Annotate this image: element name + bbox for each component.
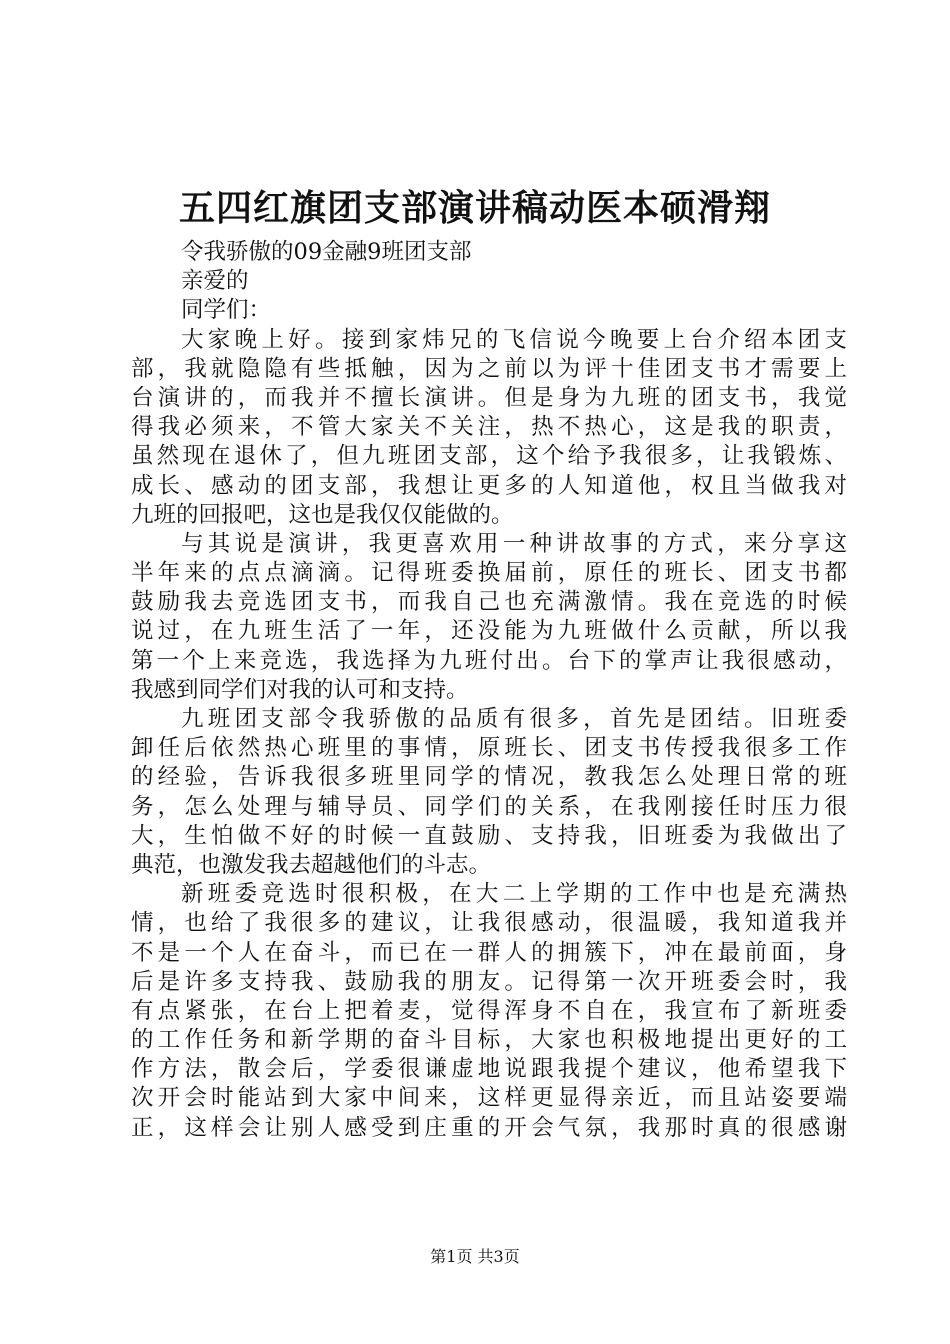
text-line: 台演讲的，而我并不擅长演讲。但是身为九班的团支书，我觉: [131, 384, 847, 411]
text-line: 情，也给了我很多的建议，让我很感动，很温暖，我知道我并: [131, 910, 847, 937]
text-line: 成长、感动的团支部，我想让更多的人知道他，权且当做我对: [131, 472, 847, 499]
text-line: 作方法，散会后，学委很谦虚地说跟我提个建议，他希望我下: [131, 1056, 847, 1083]
text-line: 我感到同学们对我的认可和支持。: [131, 676, 469, 703]
document-title: 五四红旗团支部演讲稿动医本硕滑翔: [178, 187, 771, 229]
text-line: 务，怎么处理与辅导员、同学们的关系，在我刚接任时压力很: [131, 793, 847, 820]
text-line: 的工作任务和新学期的奋斗目标，大家也积极地提出更好的工: [131, 1027, 847, 1054]
document-body: [131, 238, 847, 1143]
text-line: 次开会时能站到大家中间来，这样更显得亲近，而且站姿要端: [131, 1085, 847, 1112]
text-line: 说过，在九班生活了一年，还没能为九班做什么贡献，所以我: [131, 618, 847, 645]
text-line: 卸任后依然热心班里的事情，原班长、团支书传授我很多工作: [131, 735, 847, 762]
text-line: 不是一个人在奋斗，而已在一群人的拥簇下，冲在最前面，身: [131, 939, 847, 966]
text-line: 后是许多支持我、鼓励我的朋友。记得第一次开班委会时，我: [131, 968, 847, 995]
salutation-line: 亲爱的: [181, 268, 249, 295]
text-line: 鼓励我去竞选团支书，而我自己也充满激情。我在竞选的时候: [131, 589, 847, 616]
text-line: 部，我就隐隐有些抵触，因为之前以为评十佳团支书才需要上: [131, 355, 847, 382]
paragraph-1: [131, 326, 847, 530]
paragraph-2: [131, 530, 847, 705]
text-line: 虽然现在退休了，但九班团支部，这个给予我很多，让我锻炼、: [131, 443, 847, 470]
salutation-line: 同学们：: [181, 297, 272, 324]
text-line: 有点紧张，在台上把着麦，觉得浑身不自在，我宣布了新班委: [131, 997, 847, 1024]
text-line: 典范，也激发我去超越他们的斗志。: [131, 851, 492, 878]
text-line: 九班的回报吧，这也是我仅仅能做的。: [131, 501, 514, 528]
text-line: 第一个上来竞选，我选择为九班付出。台下的掌声让我很感动，: [131, 647, 847, 674]
text-line: 正，这样会让别人感受到庄重的开会气氛，我那时真的很感谢: [131, 1114, 847, 1141]
text-line: 大，生怕做不好的时候一直鼓励、支持我，旧班委为我做出了: [131, 822, 847, 849]
paragraph-4: [131, 880, 847, 1143]
salutation-line: 令我骄傲的09金融9班团支部: [181, 239, 472, 265]
text-line: 与其说是演讲，我更喜欢用一种讲故事的方式，来分享这: [181, 530, 847, 557]
text-line: 大家晚上好。接到家炜兄的飞信说今晚要上台介绍本团支: [181, 326, 847, 353]
page-number: 第1页 共3页: [430, 1247, 520, 1266]
text-line: 得我必须来，不管大家关不关注，热不热心，这是我的职责，: [131, 414, 847, 441]
paragraph-3: [131, 705, 847, 880]
text-line: 九班团支部令我骄傲的品质有很多，首先是团结。旧班委: [181, 706, 847, 732]
text-line: 的经验，告诉我很多班里同学的情况，教我怎么处理日常的班: [131, 764, 847, 791]
text-line: 新班委竞选时很积极，在大二上学期的工作中也是充满热: [181, 881, 847, 908]
text-line: 半年来的点点滴滴。记得班委换届前，原任的班长、团支书都: [131, 560, 847, 587]
